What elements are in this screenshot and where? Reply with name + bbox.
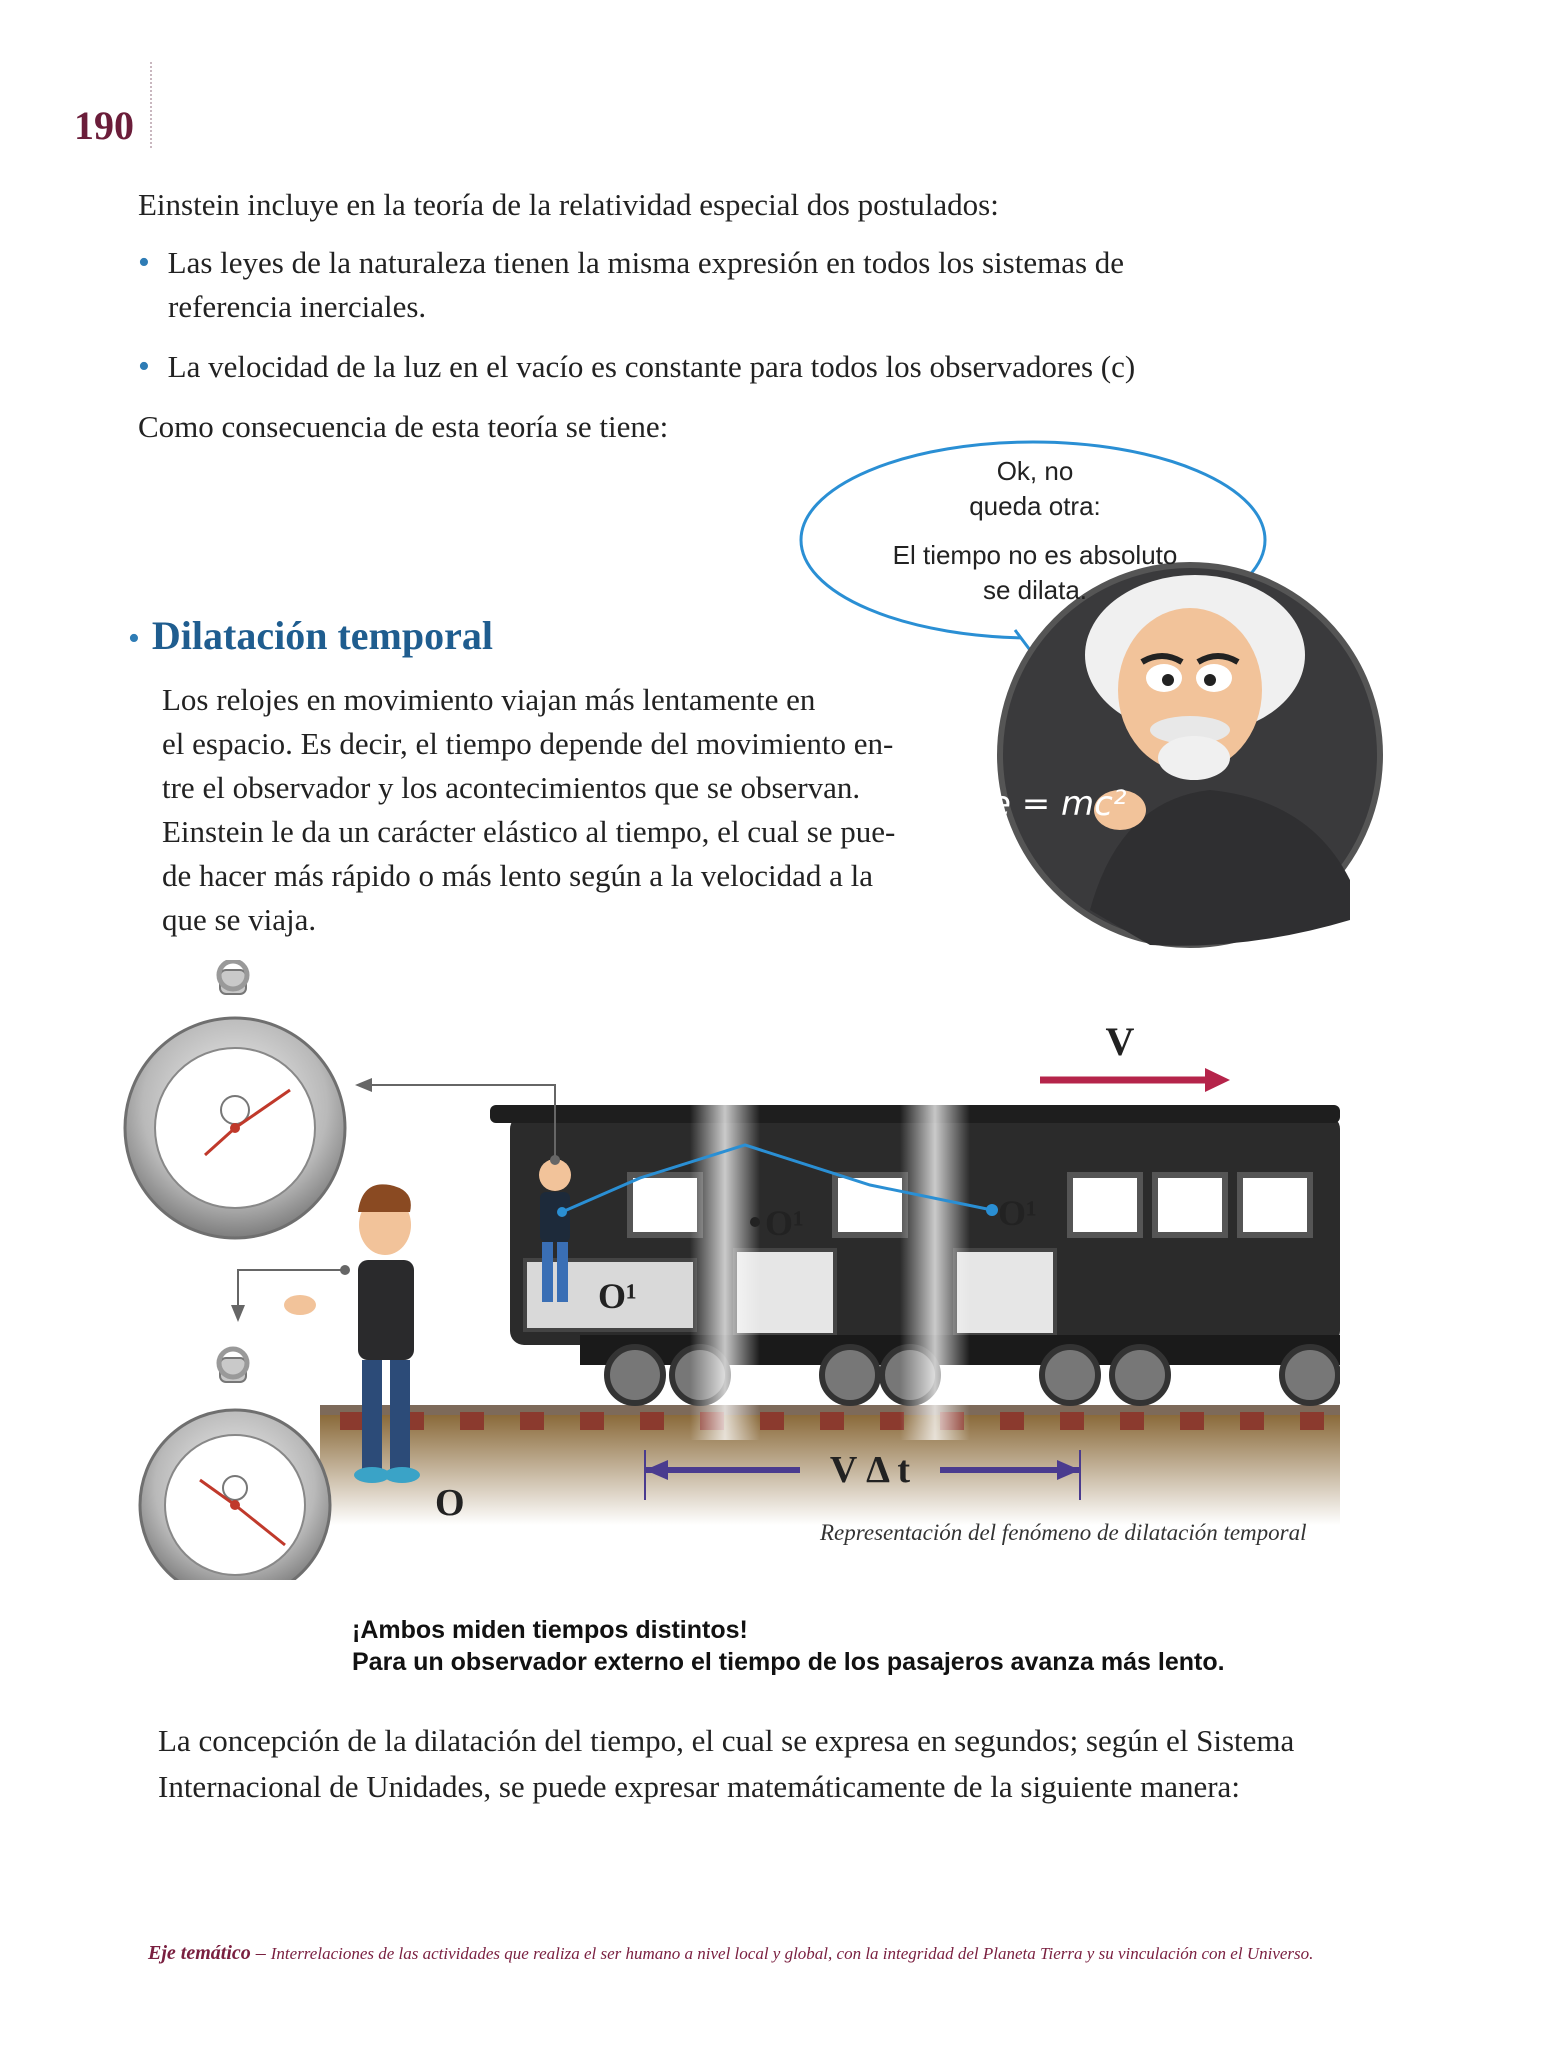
section-line-4: Einstein le da un carácter elástico al tiempo, el cual se pue- (162, 814, 896, 849)
postulate-1-line2: referencia inerciales. (168, 289, 427, 324)
bullet-icon: • (128, 620, 140, 657)
closing-line2: Internacional de Unidades, se puede expresar matemáticamente de la siguiente manera: (158, 1769, 1240, 1804)
intro-paragraph: Einstein incluye en la teoría de la relatividad especial dos postulados: (138, 187, 999, 222)
footer-text: Interrelaciones de las actividades que realiza el ser humano a nivel local y global, con la integridad del Planeta Tierra y su vinculación con el Universo. (270, 1944, 1314, 1963)
section-heading (128, 612, 493, 659)
speech-bubble-text (850, 456, 1220, 606)
speech-bubble-line3: El tiempo no es absoluto (892, 540, 1178, 570)
section-line-6: que se viaja. (162, 902, 317, 937)
postulate-1 (138, 241, 1124, 329)
postulate-2-line1: La velocidad de la luz en el vacío es constante para todos los observadores (c) (167, 349, 1136, 384)
observation-note-line1: ¡Ambos miden tiempos distintos! (352, 1616, 748, 1644)
stopwatch-observer (140, 1349, 330, 1580)
speech-bubble-line2: queda otra: (969, 491, 1101, 521)
bullet-icon: • (138, 244, 150, 281)
postulate-1-line1: Las leyes de la naturaleza tienen la misma expresión en todos los sistemas de (167, 245, 1125, 280)
speech-bubble-line4: se dilata. (982, 575, 1088, 605)
observer-moving-label-3: O¹ (998, 1193, 1037, 1233)
page-number: 190 (74, 103, 134, 148)
train (490, 1100, 1340, 1440)
page-number-divider (150, 62, 152, 148)
diagram-caption: Representación del fenómeno de dilatación temporal (820, 1520, 1307, 1545)
consequence-paragraph: Como consecuencia de esta teoría se tiene: (138, 409, 669, 444)
section-line-1: Los relojes en movimiento viajan más lentamente en (162, 682, 816, 717)
speech-bubble-line1: Ok, no (996, 456, 1074, 486)
observer-moving-label-1: O¹ (598, 1276, 637, 1316)
observer-static-label: O (435, 1482, 465, 1524)
footer-separator: – (255, 1942, 266, 1964)
observation-note (352, 1614, 1225, 1678)
velocity-label: V (1105, 1019, 1135, 1064)
stopwatch-passenger (125, 961, 345, 1238)
section-line-5: de hacer más rápido o más lento según a la velocidad a la (162, 858, 874, 893)
observation-note-line2: Para un observador externo el tiempo de los pasajeros avanza más lento. (352, 1648, 1225, 1676)
time-dilation-diagram (110, 960, 1340, 1580)
section-paragraph (162, 678, 976, 942)
postulate-2 (138, 345, 1135, 389)
footer-label: Eje temático (148, 1942, 251, 1964)
section-title: Dilatación temporal (151, 613, 493, 658)
section-line-2: el espacio. Es decir, el tiempo depende del movimiento en- (162, 726, 894, 761)
einstein-formula: e = mc² (990, 784, 1127, 824)
page-footer (148, 1942, 1313, 1965)
section-line-3: tre el observador y los acontecimientos que se observan. (162, 770, 861, 805)
closing-paragraph (158, 1718, 1294, 1810)
observer-moving-label-2: O¹ (765, 1203, 804, 1243)
closing-line1: La concepción de la dilatación del tiempo, el cual se expresa en segundos; según el Sistema (158, 1723, 1295, 1758)
distance-label: V Δ t (829, 1449, 911, 1491)
bullet-icon: • (138, 348, 150, 385)
